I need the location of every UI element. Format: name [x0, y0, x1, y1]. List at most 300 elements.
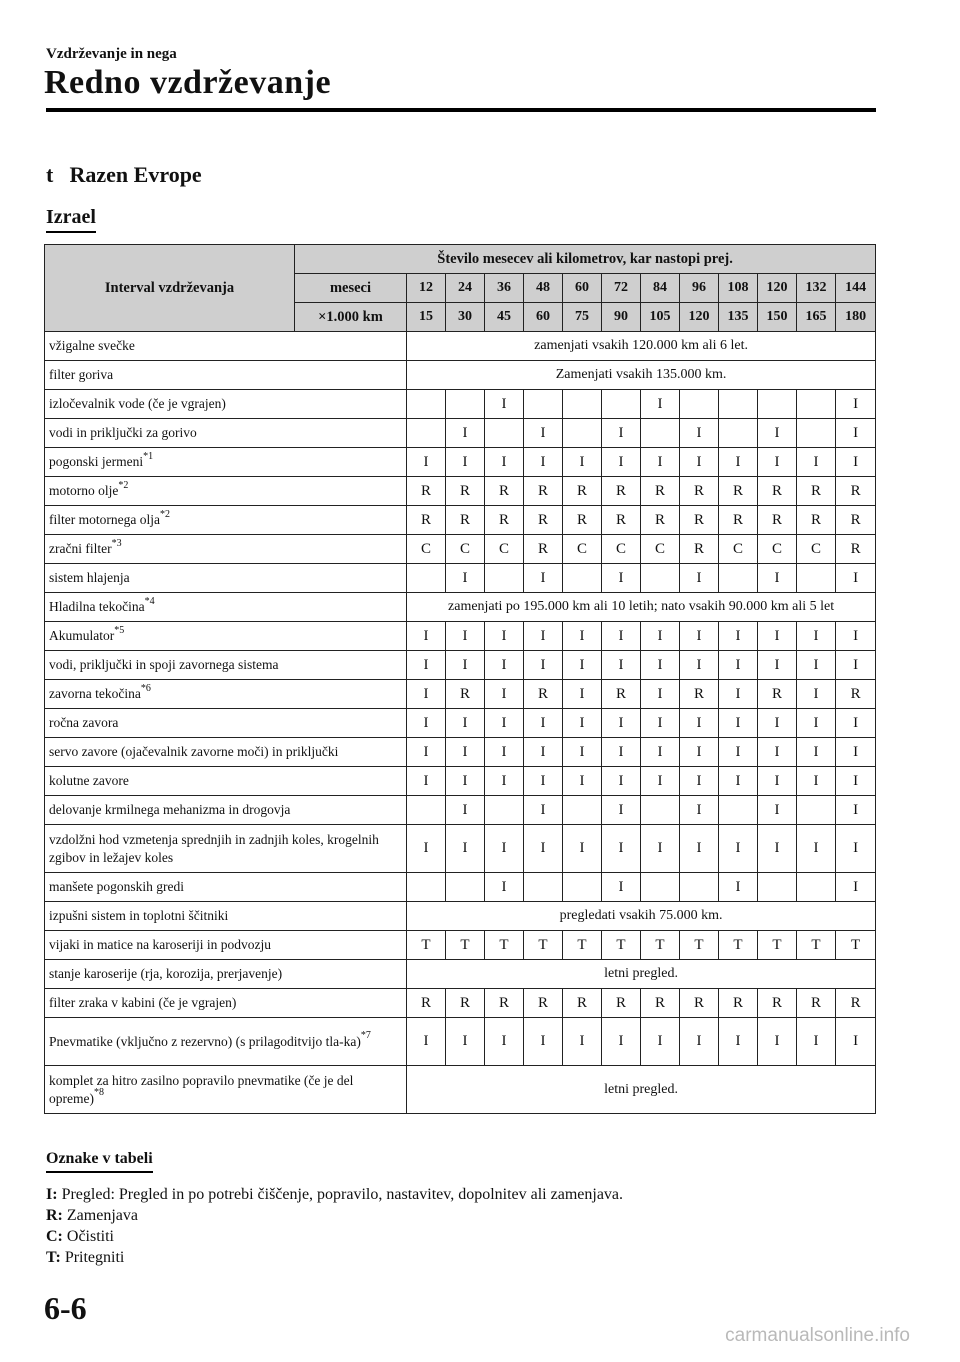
value-cell: R: [836, 535, 876, 564]
legend-text: Pritegniti: [64, 1249, 125, 1266]
footnote-marker: *2: [159, 508, 170, 520]
value-cell: I: [524, 448, 563, 477]
month-cell: 144: [836, 274, 876, 303]
table-row: [45, 651, 876, 680]
item-name: Hladilna tekočina: [49, 599, 145, 615]
table-row: [45, 1018, 876, 1066]
value-cell: R: [836, 680, 876, 709]
value-cell: [524, 873, 563, 902]
value-cell: I: [446, 767, 485, 796]
month-cell: 60: [563, 274, 602, 303]
value-cell: I: [524, 419, 563, 448]
item-cell: [45, 825, 407, 873]
value-cell: I: [836, 448, 876, 477]
item-cell: [45, 1066, 407, 1114]
item-cell: [45, 361, 407, 390]
value-cell: I: [758, 796, 797, 825]
month-cell: 96: [680, 274, 719, 303]
value-cell: I: [485, 825, 524, 873]
bullet-marker: t: [46, 162, 54, 187]
value-cell: I: [446, 419, 485, 448]
value-cell: [641, 796, 680, 825]
value-cell: [602, 390, 641, 419]
value-cell: R: [485, 989, 524, 1018]
item-name: Akumulator: [49, 628, 115, 644]
value-cell: R: [797, 477, 836, 506]
value-cell: R: [719, 506, 758, 535]
km-cell: 120: [680, 303, 719, 332]
value-cell: I: [719, 622, 758, 651]
km-cell: 135: [719, 303, 758, 332]
value-cell: I: [719, 448, 758, 477]
table-row: [45, 680, 876, 709]
legend-code: T:: [46, 1249, 61, 1266]
value-cell: I: [836, 651, 876, 680]
table-header: [45, 245, 876, 332]
value-cell: [485, 796, 524, 825]
value-cell: I: [719, 680, 758, 709]
value-cell: R: [485, 506, 524, 535]
value-cell: I: [719, 738, 758, 767]
value-cell: [407, 873, 446, 902]
item-cell: [45, 902, 407, 931]
item-name: ročna zavora: [49, 715, 119, 731]
item-name: izpušni sistem in toplotni ščitniki: [49, 908, 229, 924]
value-cell: I: [602, 767, 641, 796]
span-cell: pregledati vsakih 75.000 km.: [407, 902, 876, 931]
item-cell: [45, 651, 407, 680]
value-cell: R: [836, 506, 876, 535]
value-cell: I: [797, 709, 836, 738]
value-cell: I: [524, 709, 563, 738]
item-cell: [45, 796, 407, 825]
value-cell: I: [758, 622, 797, 651]
table-row: [45, 506, 876, 535]
value-cell: I: [719, 1018, 758, 1066]
value-cell: [407, 564, 446, 593]
group-header: Število mesecev ali kilometrov, kar nastopi prej.: [295, 245, 876, 274]
value-cell: I: [602, 564, 641, 593]
value-cell: I: [602, 873, 641, 902]
item-name: komplet za hitro zasilno popravilo pnevmatike (če je del opreme): [49, 1072, 354, 1106]
value-cell: I: [563, 448, 602, 477]
value-cell: I: [563, 651, 602, 680]
footnote-marker: *2: [118, 479, 129, 491]
item-name: sistem hlajenja: [49, 570, 130, 586]
value-cell: I: [524, 767, 563, 796]
value-cell: I: [797, 738, 836, 767]
value-cell: R: [680, 989, 719, 1018]
region-heading: Izrael: [46, 206, 96, 233]
value-cell: [641, 419, 680, 448]
item-name: motorno olje: [49, 483, 119, 499]
value-cell: [641, 873, 680, 902]
value-cell: [797, 796, 836, 825]
value-cell: I: [797, 651, 836, 680]
month-cell: 108: [719, 274, 758, 303]
item-name: vijaki in matice na karoseriji in podvozju: [49, 937, 271, 953]
value-cell: [719, 419, 758, 448]
item-name: servo zavore (ojačevalnik zavorne moči) in priključki: [49, 744, 339, 760]
value-cell: R: [836, 989, 876, 1018]
value-cell: R: [719, 989, 758, 1018]
value-cell: I: [524, 622, 563, 651]
months-label: meseci: [295, 274, 407, 303]
value-cell: I: [407, 651, 446, 680]
value-cell: I: [602, 1018, 641, 1066]
value-cell: I: [563, 1018, 602, 1066]
legend-item: [46, 1247, 623, 1268]
value-cell: [680, 390, 719, 419]
value-cell: [485, 564, 524, 593]
value-cell: I: [485, 622, 524, 651]
item-cell: [45, 767, 407, 796]
value-cell: I: [680, 709, 719, 738]
value-cell: R: [641, 506, 680, 535]
item-name: filter goriva: [49, 367, 114, 383]
value-cell: I: [680, 448, 719, 477]
subsection-title: Razen Evrope: [69, 162, 202, 187]
value-cell: T: [641, 931, 680, 960]
table-row: [45, 448, 876, 477]
value-cell: I: [446, 738, 485, 767]
value-cell: I: [485, 709, 524, 738]
value-cell: T: [758, 931, 797, 960]
value-cell: I: [641, 651, 680, 680]
month-cell: 48: [524, 274, 563, 303]
value-cell: [407, 390, 446, 419]
value-cell: I: [446, 796, 485, 825]
value-cell: R: [758, 680, 797, 709]
table-row: [45, 361, 876, 390]
value-cell: I: [563, 622, 602, 651]
km-cell: 30: [446, 303, 485, 332]
value-cell: I: [836, 825, 876, 873]
value-cell: R: [524, 535, 563, 564]
value-cell: I: [563, 825, 602, 873]
footnote-marker: *8: [93, 1087, 104, 1098]
value-cell: I: [446, 709, 485, 738]
item-name: delovanje krmilnega mehanizma in drogovja: [49, 802, 291, 818]
table-row: [45, 738, 876, 767]
table-row: [45, 477, 876, 506]
span-cell: letni pregled.: [407, 1066, 876, 1114]
value-cell: I: [602, 825, 641, 873]
page-title: Redno vzdrževanje: [44, 64, 332, 101]
value-cell: T: [485, 931, 524, 960]
item-name: vzdolžni hod vzmetenja sprednjih in zadnjih koles, krogelnih zgibov in ležajev koles: [49, 831, 379, 865]
value-cell: [758, 873, 797, 902]
value-cell: I: [446, 564, 485, 593]
value-cell: [641, 564, 680, 593]
km-label: ×1.000 km: [295, 303, 407, 332]
table-row: [45, 873, 876, 902]
value-cell: [797, 390, 836, 419]
value-cell: R: [602, 989, 641, 1018]
value-cell: I: [485, 390, 524, 419]
value-cell: R: [641, 989, 680, 1018]
value-cell: I: [602, 622, 641, 651]
value-cell: R: [758, 506, 797, 535]
item-cell: [45, 564, 407, 593]
value-cell: I: [719, 873, 758, 902]
value-cell: R: [563, 506, 602, 535]
value-cell: I: [680, 1018, 719, 1066]
value-cell: I: [797, 767, 836, 796]
page-number: 6-6: [44, 1290, 87, 1326]
item-cell: [45, 593, 407, 622]
value-cell: I: [563, 767, 602, 796]
value-cell: I: [524, 825, 563, 873]
value-cell: I: [485, 873, 524, 902]
value-cell: I: [485, 651, 524, 680]
value-cell: I: [524, 738, 563, 767]
value-cell: [719, 564, 758, 593]
value-cell: I: [641, 738, 680, 767]
subsection-heading: [46, 162, 202, 188]
value-cell: I: [641, 680, 680, 709]
km-cell: 180: [836, 303, 876, 332]
value-cell: [446, 390, 485, 419]
value-cell: I: [407, 680, 446, 709]
value-cell: [563, 390, 602, 419]
value-cell: C: [758, 535, 797, 564]
value-cell: I: [485, 448, 524, 477]
value-cell: R: [758, 989, 797, 1018]
value-cell: R: [680, 535, 719, 564]
footnote-marker: *7: [360, 1030, 371, 1042]
value-cell: [797, 419, 836, 448]
value-cell: I: [524, 651, 563, 680]
value-cell: [563, 873, 602, 902]
item-cell: [45, 419, 407, 448]
value-cell: R: [446, 989, 485, 1018]
item-cell: [45, 1018, 407, 1066]
value-cell: [446, 873, 485, 902]
value-cell: I: [680, 796, 719, 825]
table-row: [45, 332, 876, 361]
value-cell: T: [797, 931, 836, 960]
value-cell: R: [602, 477, 641, 506]
value-cell: I: [641, 767, 680, 796]
value-cell: [797, 564, 836, 593]
legend-item: [46, 1226, 623, 1247]
value-cell: T: [407, 931, 446, 960]
legend-code: R:: [46, 1207, 63, 1224]
item-name: izločevalnik vode (če je vgrajen): [49, 396, 226, 412]
table-row: [45, 622, 876, 651]
value-cell: [758, 390, 797, 419]
value-cell: [797, 873, 836, 902]
item-cell: [45, 709, 407, 738]
value-cell: R: [758, 477, 797, 506]
value-cell: I: [719, 709, 758, 738]
table-row: [45, 989, 876, 1018]
value-cell: I: [758, 448, 797, 477]
value-cell: [524, 390, 563, 419]
value-cell: I: [602, 796, 641, 825]
value-cell: C: [485, 535, 524, 564]
item-cell: [45, 989, 407, 1018]
table-row: [45, 902, 876, 931]
month-cell: 36: [485, 274, 524, 303]
value-cell: I: [407, 709, 446, 738]
item-name: zavorna tekočina: [49, 686, 141, 702]
km-cell: 105: [641, 303, 680, 332]
table-row: [45, 796, 876, 825]
value-cell: I: [836, 390, 876, 419]
value-cell: I: [485, 767, 524, 796]
value-cell: [563, 419, 602, 448]
value-cell: I: [836, 564, 876, 593]
value-cell: R: [836, 477, 876, 506]
value-cell: I: [719, 767, 758, 796]
value-cell: I: [563, 738, 602, 767]
legend-item: [46, 1205, 623, 1226]
value-cell: I: [680, 419, 719, 448]
legend-title: Oznake v tabeli: [46, 1150, 153, 1173]
value-cell: I: [758, 709, 797, 738]
value-cell: [563, 564, 602, 593]
value-cell: I: [836, 873, 876, 902]
km-cell: 75: [563, 303, 602, 332]
value-cell: R: [680, 506, 719, 535]
value-cell: R: [797, 989, 836, 1018]
value-cell: I: [758, 564, 797, 593]
value-cell: I: [602, 738, 641, 767]
value-cell: T: [524, 931, 563, 960]
value-cell: R: [719, 477, 758, 506]
value-cell: I: [758, 738, 797, 767]
value-cell: I: [758, 1018, 797, 1066]
value-cell: [719, 796, 758, 825]
span-cell: letni pregled.: [407, 960, 876, 989]
value-cell: I: [602, 651, 641, 680]
value-cell: R: [524, 680, 563, 709]
month-cell: 84: [641, 274, 680, 303]
table-row: [45, 1066, 876, 1114]
value-cell: R: [446, 506, 485, 535]
km-cell: 150: [758, 303, 797, 332]
watermark: carmanualsonline.info: [725, 1325, 910, 1346]
table-row: [45, 960, 876, 989]
value-cell: I: [407, 738, 446, 767]
value-cell: R: [680, 680, 719, 709]
section-kicker: Vzdrževanje in nega: [46, 46, 177, 62]
km-cell: 60: [524, 303, 563, 332]
value-cell: I: [602, 448, 641, 477]
value-cell: I: [407, 622, 446, 651]
item-name: stanje karoserije (rja, korozija, prerjavenje): [49, 966, 283, 982]
value-cell: R: [446, 477, 485, 506]
value-cell: [407, 796, 446, 825]
km-cell: 45: [485, 303, 524, 332]
footnote-marker: *4: [144, 595, 155, 607]
value-cell: I: [680, 564, 719, 593]
value-cell: T: [719, 931, 758, 960]
month-cell: 72: [602, 274, 641, 303]
title-rule: [46, 108, 876, 112]
item-cell: [45, 448, 407, 477]
value-cell: R: [485, 477, 524, 506]
value-cell: [563, 796, 602, 825]
value-cell: R: [524, 506, 563, 535]
table-row: [45, 767, 876, 796]
value-cell: I: [485, 680, 524, 709]
legend-text: Pregled: Pregled in po potrebi čiščenje, popravilo, nastavitev, dopolnitev ali zamenjava.: [61, 1186, 624, 1203]
value-cell: I: [641, 1018, 680, 1066]
table-row: [45, 931, 876, 960]
value-cell: I: [563, 680, 602, 709]
table-row: [45, 593, 876, 622]
value-cell: I: [797, 448, 836, 477]
table-row: [45, 709, 876, 738]
value-cell: I: [797, 825, 836, 873]
value-cell: I: [641, 448, 680, 477]
value-cell: I: [836, 622, 876, 651]
value-cell: I: [446, 622, 485, 651]
table-row: [45, 825, 876, 873]
value-cell: I: [602, 419, 641, 448]
item-name: zračni filter: [49, 541, 112, 557]
item-cell: [45, 390, 407, 419]
value-cell: C: [797, 535, 836, 564]
value-cell: I: [719, 825, 758, 873]
month-cell: 132: [797, 274, 836, 303]
value-cell: I: [680, 767, 719, 796]
item-name: vžigalne svečke: [49, 338, 135, 354]
value-cell: I: [641, 709, 680, 738]
value-cell: R: [680, 477, 719, 506]
item-cell: [45, 931, 407, 960]
item-name: filter zraka v kabini (če je vgrajen): [49, 995, 237, 1011]
value-cell: [485, 419, 524, 448]
footnote-marker: *5: [114, 624, 125, 636]
table-row: [45, 535, 876, 564]
item-cell: [45, 738, 407, 767]
value-cell: I: [407, 1018, 446, 1066]
value-cell: I: [485, 1018, 524, 1066]
value-cell: R: [407, 989, 446, 1018]
value-cell: I: [758, 651, 797, 680]
value-cell: R: [407, 477, 446, 506]
value-cell: [680, 873, 719, 902]
item-cell: [45, 477, 407, 506]
value-cell: C: [446, 535, 485, 564]
value-cell: I: [797, 680, 836, 709]
legend-text: Očistiti: [66, 1228, 114, 1245]
value-cell: I: [641, 390, 680, 419]
value-cell: I: [446, 1018, 485, 1066]
item-name: manšete pogonskih gredi: [49, 879, 184, 895]
value-cell: [719, 390, 758, 419]
value-cell: C: [563, 535, 602, 564]
table-row: [45, 564, 876, 593]
value-cell: I: [680, 825, 719, 873]
maintenance-schedule-table: [44, 244, 876, 1114]
value-cell: I: [836, 709, 876, 738]
value-cell: I: [758, 767, 797, 796]
value-cell: I: [446, 825, 485, 873]
value-cell: R: [524, 989, 563, 1018]
value-cell: I: [680, 622, 719, 651]
value-cell: I: [407, 448, 446, 477]
item-cell: [45, 506, 407, 535]
value-cell: T: [446, 931, 485, 960]
km-cell: 15: [407, 303, 446, 332]
value-cell: I: [758, 419, 797, 448]
month-cell: 24: [446, 274, 485, 303]
